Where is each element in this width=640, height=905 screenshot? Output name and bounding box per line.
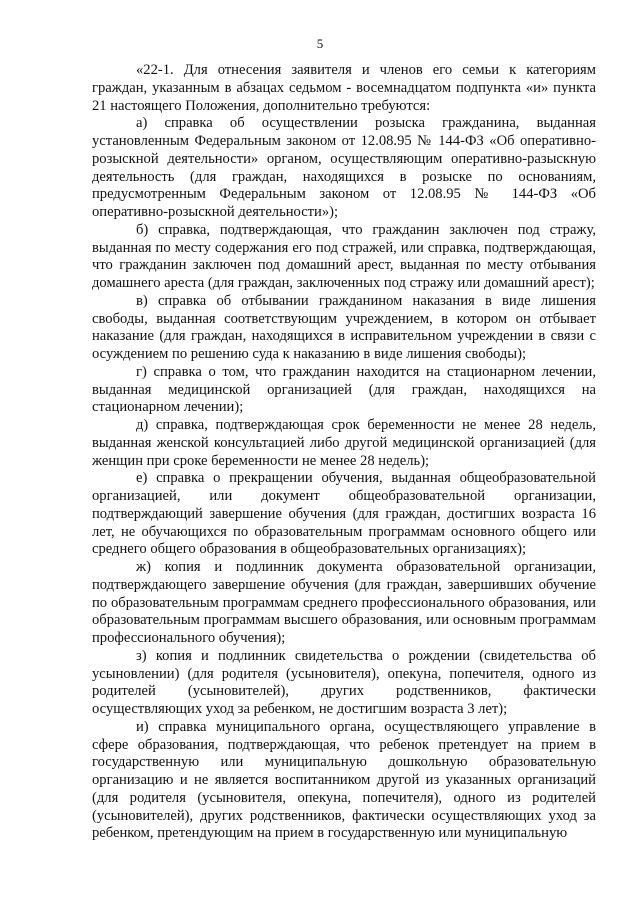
paragraph-a: а) справка об осуществлении розыска гражданина, выданная установленным Федеральным законом от 12.08.95 № 144-ФЗ «Об оперативно-розыскной деятельности» органом, осуществляющим оперативно-разыскную деятельность (для граждан, находящихся в розыске по основаниям, предусмотренным Федеральным законом от 12.08.95 № 144-ФЗ «Об оперативно-розыскной деятельности»); xyxy=(92,115,596,220)
paragraph-e: е) справка о прекращении обучения, выданная общеобразовательной организацией, или документ общеобразовательной организации, подтверждающий завершение обучения (для граждан, достигших возраста 16 лет, не обучающихся по образовательным программам основного общего или среднего общего образования в общеобразовательных организациях); xyxy=(92,470,596,558)
paragraph-d: д) справка, подтверждающая срок беременности не менее 28 недель, выданная женской консультацией либо другой медицинской организацией (для женщин при сроке беременности не менее 28 недель); xyxy=(92,417,596,469)
page-number: 5 xyxy=(316,36,324,51)
paragraph-g: г) справка о том, что гражданин находится на стационарном лечении, выданная медицинской организацией (для граждан, находящихся на стационарном лечении); xyxy=(92,363,596,416)
paragraph-i: и) справка муниципального органа, осуществляющего управление в сфере образования, подтверждающая, что ребенок претендует на прием в государственную или муниципальную дошкольную образовательную организацию и не является воспитанником другой из указанных организаций (для родителя (усыновителя, опекуна, попечителя), одного из родителей (усыновителей), других родственников, фактически осуществляющих уход за ребенком, претендующим на прием в государственную или муниципальную xyxy=(92,718,596,842)
document-body xyxy=(92,62,596,843)
paragraph-intro: «22-1. Для отнесения заявителя и членов его семьи к категориям граждан, указанным в абзацах седьмом - восемнадцатом подпункта «и» пункта 21 настоящего Положения, дополнительно требуются: xyxy=(92,62,596,114)
paragraph-z: з) копия и подлинник свидетельства о рождении (свидетельства об усыновлении) (для родителя (усыновителя), опекуна, попечителя, одного из родителей (усыновителей), других родственников, фактически осуществляющих уход за ребенком, не достигшим возраста 3 лет); xyxy=(92,647,596,717)
paragraph-zh: ж) копия и подлинник документа образовательной организации, подтверждающего завершение обучения (для граждан, завершивших обучение по образовательным программам среднего профессионального образования, или образовательным программам высшего образования, или основным программам профессионального обучения); xyxy=(92,559,596,646)
paragraph-v: в) справка об отбывании гражданином наказания в виде лишения свободы, выданная соответствующим учреждением, в котором он отбывает наказание (для граждан, находящихся в исправительном учреждении в связи с осуждением по решению суда к наказанию в виде лишения свободы); xyxy=(92,292,596,362)
paragraph-b: б) справка, подтверждающая, что гражданин заключен под стражу, выданная по месту содержания его под стражей, или справка, подтверждающая, что гражданин заключен под домашний арест, выданная по месту отбывания домашнего ареста (для граждан, заключенных под стражу или домашний арест); xyxy=(92,221,596,291)
